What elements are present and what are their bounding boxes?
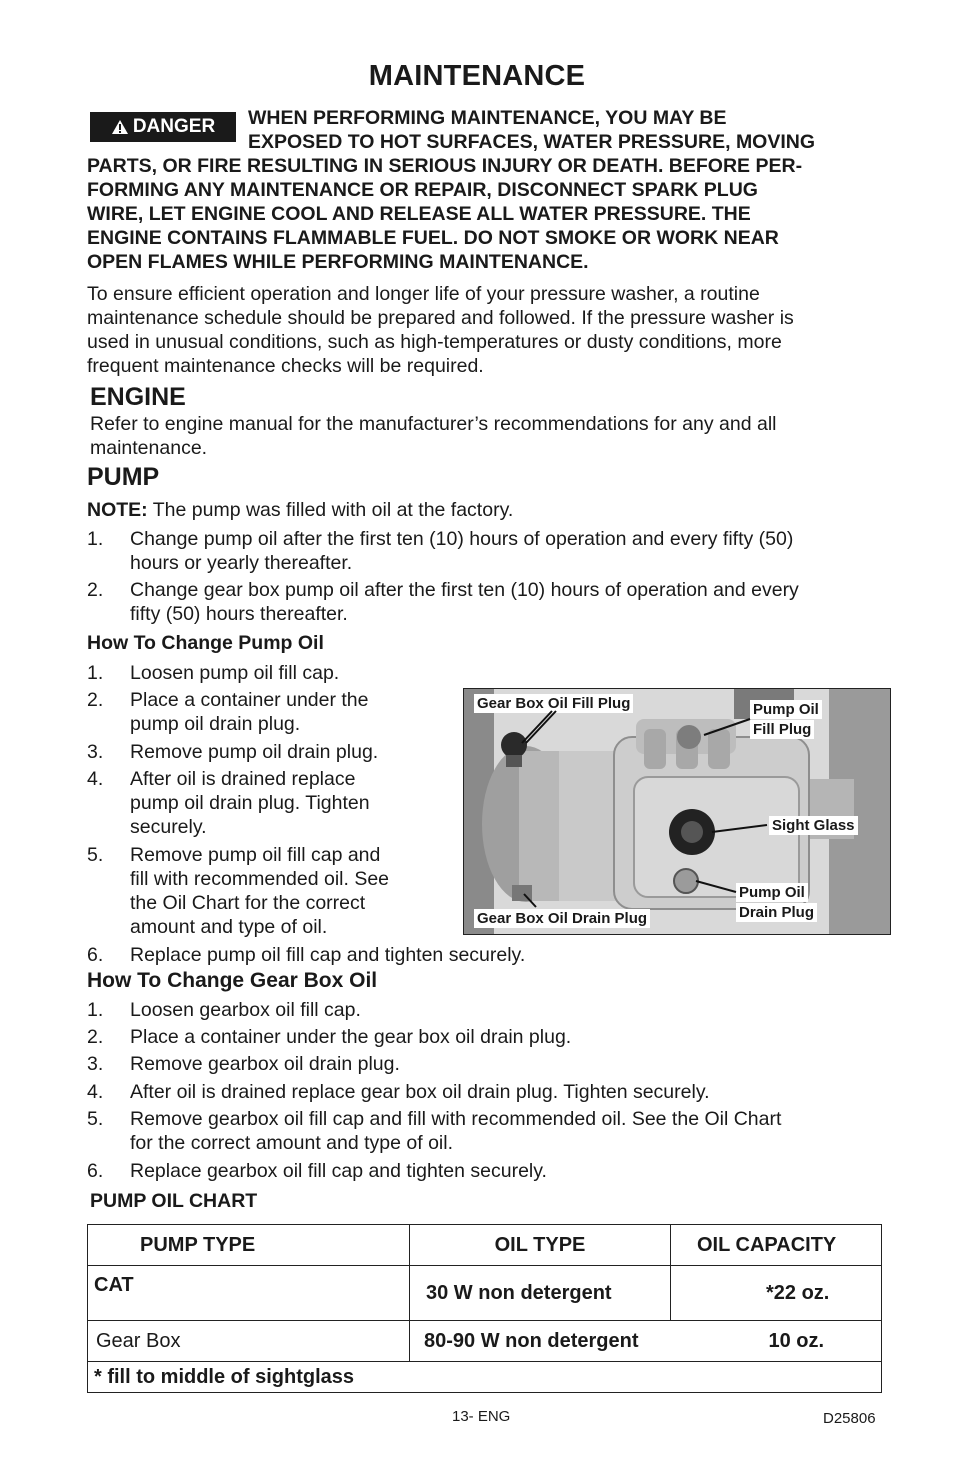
engine-line: maintenance. [90, 437, 208, 459]
table-cell: 30 W non detergent [410, 1266, 671, 1321]
pump-heading: PUMP [87, 463, 160, 491]
table-footnote: * fill to middle of sightglass [88, 1362, 882, 1393]
list-item-line: securely. [130, 816, 207, 838]
list-item-line: Remove pump oil drain plug. [130, 741, 379, 763]
danger-text-line: EXPOSED TO HOT SURFACES, WATER PRESSURE, MOVING [248, 131, 816, 153]
list-number: 4. [87, 1081, 104, 1103]
intro-line: To ensure efficient operation and longer life of your pressure washer, a routine [87, 283, 760, 305]
engine-line: Refer to engine manual for the manufacturer’s recommendations for any and all [90, 413, 777, 435]
table-header-row [88, 1225, 882, 1266]
pump-note-text: The pump was filled with oil at the factory. [147, 499, 514, 521]
list-item-line: amount and type of oil. [130, 916, 328, 938]
intro-line: used in unusual conditions, such as high-temperatures or dusty conditions, more [87, 331, 782, 353]
pump-figure [463, 688, 891, 935]
callout-gear-box-oil-drain-plug: Gear Box Oil Drain Plug [474, 909, 650, 928]
callout-pump-oil-fill-plug-line: Fill Plug [750, 720, 814, 739]
danger-badge [90, 112, 236, 142]
list-number: 2. [87, 689, 104, 711]
list-item-line: Replace gearbox oil fill cap and tighten securely. [130, 1160, 547, 1182]
danger-badge-label: DANGER [132, 116, 216, 137]
pump-note [87, 498, 513, 522]
intro-line: frequent maintenance checks will be required. [87, 355, 484, 377]
list-number: 1. [87, 662, 104, 684]
pump-note-label: NOTE: [87, 499, 148, 521]
list-number: 4. [87, 768, 104, 790]
list-number: 5. [87, 844, 104, 866]
callout-pump-oil-fill-plug-line: Pump Oil [750, 700, 822, 719]
intro-line: maintenance schedule should be prepared and followed. If the pressure washer is [87, 307, 794, 329]
list-item-line: Change pump oil after the first ten (10) hours of operation and every fifty (50) [130, 528, 794, 550]
table-footnote-row [88, 1362, 882, 1393]
callout-pump-oil-drain-plug-line: Drain Plug [736, 903, 817, 922]
list-item-line: pump oil drain plug. Tighten [130, 792, 370, 814]
list-item-line: for the correct amount and type of oil. [130, 1132, 454, 1154]
list-item-line: Place a container under the gear box oil drain plug. [130, 1026, 572, 1048]
danger-text-line: ENGINE CONTAINS FLAMMABLE FUEL. DO NOT SMOKE OR WORK NEAR [87, 227, 779, 249]
table-header-cell: OIL TYPE [410, 1225, 671, 1266]
change-pump-oil-heading: How To Change Pump Oil [87, 632, 324, 654]
list-number: 6. [87, 944, 104, 966]
list-item-line: fill with recommended oil. See [130, 868, 390, 890]
list-item-line: pump oil drain plug. [130, 713, 301, 735]
warning-triangle-icon [111, 119, 129, 135]
danger-text-line: OPEN FLAMES WHILE PERFORMING MAINTENANCE. [87, 251, 589, 273]
list-item-line: Remove gearbox oil fill cap and fill with recommended oil. See the Oil Chart [130, 1108, 782, 1130]
list-number: 3. [87, 741, 104, 763]
danger-text-line: FORMING ANY MAINTENANCE OR REPAIR, DISCONNECT SPARK PLUG [87, 179, 758, 201]
table-cell: 10 oz. [671, 1321, 882, 1362]
table-row [88, 1266, 882, 1321]
list-number: 2. [87, 1026, 104, 1048]
list-item-line: Change gear box pump oil after the first ten (10) hours of operation and every [130, 579, 799, 601]
list-item-line: the Oil Chart for the correct [130, 892, 366, 914]
list-item-line: Loosen pump oil fill cap. [130, 662, 340, 684]
list-item-line: Remove pump oil fill cap and [130, 844, 381, 866]
list-number: 1. [87, 999, 104, 1021]
callout-gear-box-oil-fill-plug: Gear Box Oil Fill Plug [474, 694, 633, 713]
list-item-line: Replace pump oil fill cap and tighten securely. [130, 944, 526, 966]
list-number: 1. [87, 528, 104, 550]
callout-sight-glass: Sight Glass [769, 816, 858, 835]
table-cell: 80-90 W non detergent [410, 1321, 671, 1362]
table-cell: Gear Box [88, 1321, 410, 1362]
table-cell: CAT [88, 1266, 410, 1321]
list-item-line: hours or yearly thereafter. [130, 552, 353, 574]
table-header-cell: PUMP TYPE [88, 1225, 410, 1266]
oil-chart-heading: PUMP OIL CHART [90, 1190, 258, 1212]
engine-heading: ENGINE [90, 383, 186, 411]
list-item-line: Remove gearbox oil drain plug. [130, 1053, 400, 1075]
table-cell: *22 oz. [671, 1266, 882, 1321]
list-item-line: fifty (50) hours thereafter. [130, 603, 348, 625]
danger-text-line: WHEN PERFORMING MAINTENANCE, YOU MAY BE [248, 107, 727, 129]
list-item-line: After oil is drained replace gear box oil drain plug. Tighten securely. [130, 1081, 710, 1103]
table-row [88, 1321, 882, 1362]
document-code: D25806 [823, 1410, 876, 1427]
page-number: 13- ENG [452, 1408, 511, 1425]
callout-leader-lines [464, 689, 890, 934]
callout-pump-oil-drain-plug-line: Pump Oil [736, 883, 808, 902]
list-number: 6. [87, 1160, 104, 1182]
oil-chart-table [87, 1224, 882, 1393]
table-header-cell: OIL CAPACITY [671, 1225, 882, 1266]
change-gear-oil-heading: How To Change Gear Box Oil [87, 969, 378, 992]
page-title: MAINTENANCE [368, 60, 586, 92]
list-number: 5. [87, 1108, 104, 1130]
list-item-line: Place a container under the [130, 689, 369, 711]
list-item-line: Loosen gearbox oil fill cap. [130, 999, 361, 1021]
list-number: 3. [87, 1053, 104, 1075]
danger-text-line: PARTS, OR FIRE RESULTING IN SERIOUS INJURY OR DEATH. BEFORE PER- [87, 155, 803, 177]
list-item-line: After oil is drained replace [130, 768, 356, 790]
list-number: 2. [87, 579, 104, 601]
danger-text-line: WIRE, LET ENGINE COOL AND RELEASE ALL WATER PRESSURE. THE [87, 203, 751, 225]
